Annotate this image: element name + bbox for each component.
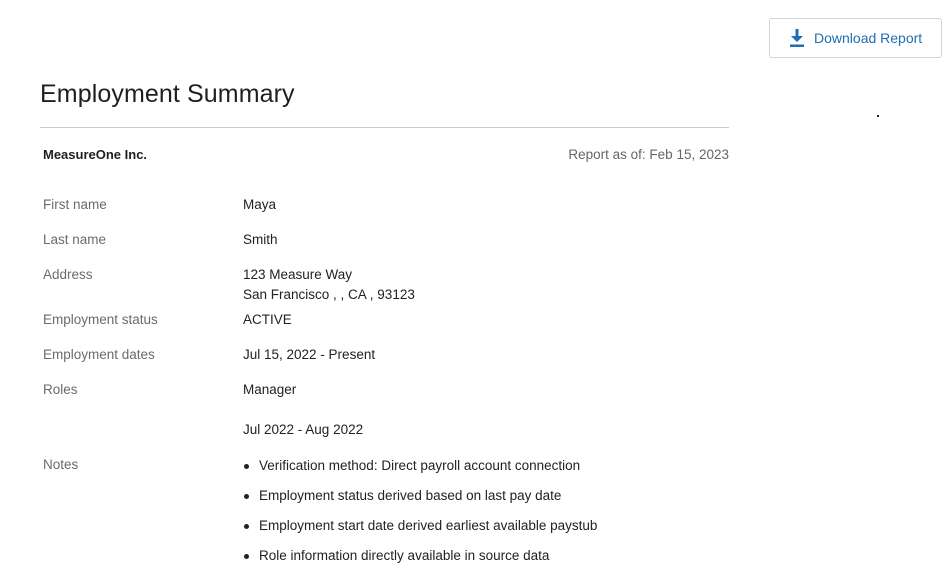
note-item: Role information directly available in source data bbox=[243, 547, 597, 577]
report-date: Report as of: Feb 15, 2023 bbox=[568, 147, 729, 162]
address-line-1: 123 Measure Way bbox=[243, 267, 353, 282]
roles-label: Roles bbox=[43, 382, 78, 397]
company-name: MeasureOne Inc. bbox=[43, 147, 148, 162]
address-line-2: San Francisco , , CA , 93123 bbox=[243, 287, 415, 302]
title-divider bbox=[40, 127, 729, 128]
download-report-button[interactable] bbox=[769, 18, 942, 58]
last-name-label: Last name bbox=[43, 232, 107, 247]
address-label: Address bbox=[43, 267, 93, 282]
note-item: Verification method: Direct payroll account connection bbox=[243, 457, 597, 487]
download-report-label: Download Report bbox=[814, 30, 923, 46]
page-title: Employment Summary bbox=[40, 80, 295, 108]
employment-status-value: ACTIVE bbox=[243, 312, 292, 327]
notes-list bbox=[243, 457, 597, 577]
first-name-label: First name bbox=[43, 197, 107, 212]
note-item: Employment start date derived earliest available paystub bbox=[243, 517, 597, 547]
role-title: Manager bbox=[243, 382, 297, 397]
note-item: Employment status derived based on last pay date bbox=[243, 487, 597, 517]
stray-dot bbox=[877, 115, 879, 117]
notes-label: Notes bbox=[43, 457, 79, 472]
employment-dates-value: Jul 15, 2022 - Present bbox=[243, 347, 376, 362]
first-name-value: Maya bbox=[243, 197, 277, 212]
download-icon bbox=[789, 29, 805, 47]
role-period: Jul 2022 - Aug 2022 bbox=[243, 422, 364, 437]
employment-status-label: Employment status bbox=[43, 312, 158, 327]
last-name-value: Smith bbox=[243, 232, 278, 247]
employment-dates-label: Employment dates bbox=[43, 347, 155, 362]
address-value bbox=[243, 265, 415, 305]
